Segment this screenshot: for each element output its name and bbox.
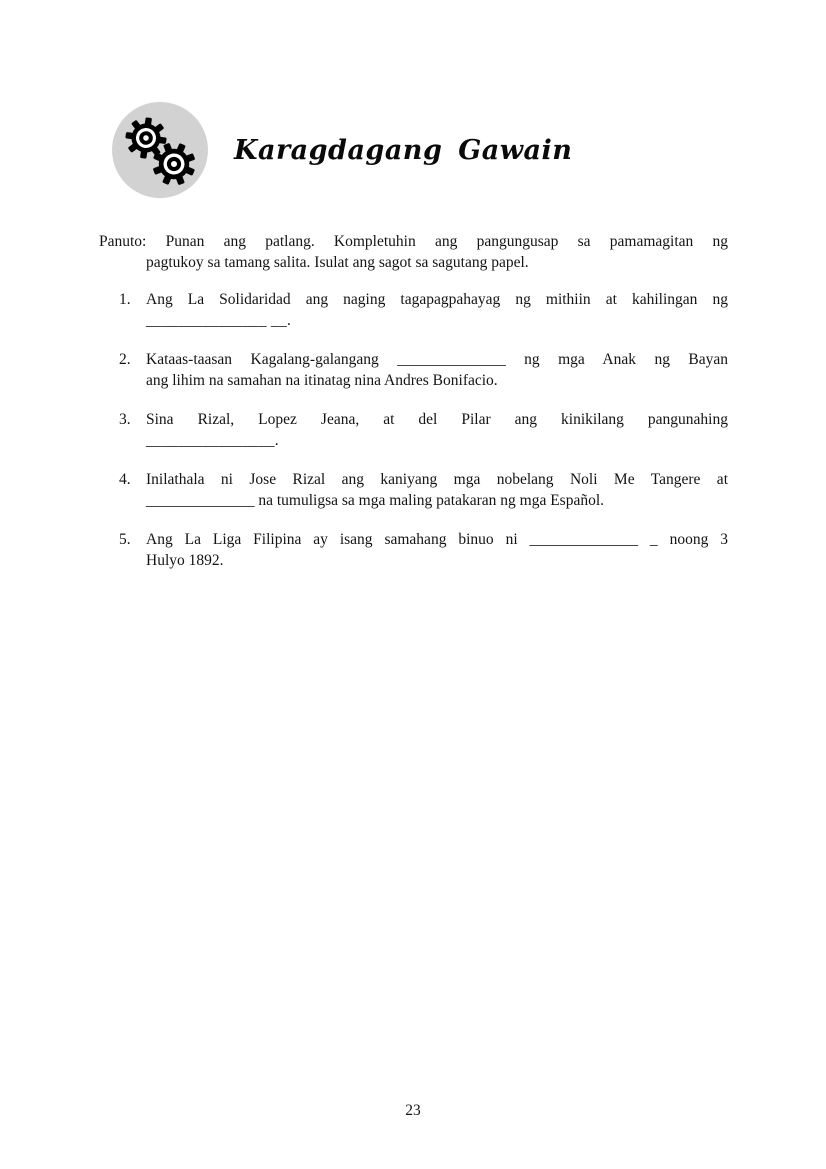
item-number: 1. (119, 291, 131, 308)
list-item (99, 289, 728, 331)
list-item (99, 529, 728, 571)
list-item (99, 469, 728, 511)
item-text-line-1: Ang La Solidaridad ang naging tagapagpahayag ng mithiin at kahilingan ng (146, 291, 728, 308)
instructions-line-2: pagtukoy sa tamang salita. Isulat ang sagot sa sagutang papel. (146, 254, 529, 271)
item-number: 4. (119, 471, 131, 488)
instructions-line-1: Panuto: Punan ang patlang. Kompletuhin ang pangungusap sa pamamagitan ng (99, 233, 728, 250)
item-text-line-2: ______________ na tumuligsa sa mga maling patakaran ng mga Español. (146, 492, 605, 509)
instructions (99, 231, 728, 273)
worksheet-content (99, 231, 728, 589)
item-text-line-2: ang lihim na samahan na itinatag nina Andres Bonifacio. (146, 372, 498, 389)
item-blank-line: _______________ __. (146, 312, 292, 329)
item-text-line-1: Inilathala ni Jose Rizal ang kaniyang mga nobelang Noli Me Tangere at (146, 471, 728, 488)
item-blank-line: ________________. (146, 432, 279, 449)
item-text-line-1: Ang La Liga Filipina ay isang samahang binuo ni ______________ _ noong 3 (146, 531, 728, 548)
item-number: 2. (119, 351, 131, 368)
item-text-line-1: Sina Rizal, Lopez Jeana, at del Pilar ang kinikilang pangunahing (146, 411, 728, 428)
section-header (112, 102, 572, 198)
item-text-line-1: Kataas-taasan Kagalang-galangang ______________ ng mga Anak ng Bayan (146, 351, 728, 368)
item-text-line-2: Hulyo 1892. (146, 552, 224, 569)
item-number: 5. (119, 531, 131, 548)
page-title: Karagdagang Gawain (234, 134, 573, 166)
page-number: 23 (405, 1102, 421, 1119)
gears-icon (112, 102, 208, 198)
list-item (99, 349, 728, 391)
item-number: 3. (119, 411, 131, 428)
list-item (99, 409, 728, 451)
